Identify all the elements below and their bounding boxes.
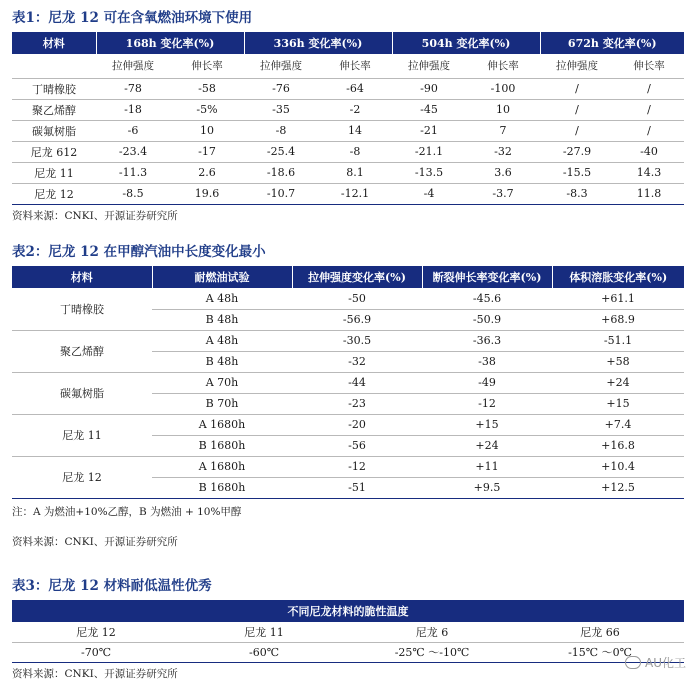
table1-cell: -17 <box>170 141 244 162</box>
table2-title: 表2：尼龙 12 在甲醇汽油中长度变化最小 <box>12 244 266 260</box>
table1-cell: -21.1 <box>392 141 466 162</box>
table2-cell: A 48h <box>152 330 292 351</box>
table2-header-strength: 拉伸强度变化率(%) <box>292 266 422 288</box>
table1-cell: -23.4 <box>96 141 170 162</box>
table1-cell: -21 <box>392 120 466 141</box>
table1-cell: / <box>614 120 684 141</box>
table1-title: 表1：尼龙 12 可在含氧燃油环境下使用 <box>12 10 253 26</box>
table2-cell: A 48h <box>152 288 292 309</box>
table3-name: 尼龙 12 <box>12 622 180 642</box>
wechat-icon <box>625 656 641 669</box>
table1-cell: 10 <box>170 120 244 141</box>
table1-source: 资料来源：CNKI、开源证券研究所 <box>12 209 178 222</box>
table2-row <box>12 414 684 435</box>
table2-cell: -56.9 <box>292 309 422 330</box>
table2-header-row <box>12 266 684 288</box>
table1-cell: -32 <box>466 141 540 162</box>
table2-cell: -20 <box>292 414 422 435</box>
watermark-text: AU化工 <box>645 656 686 670</box>
table1-sub-strength: 拉伸强度 <box>244 54 318 78</box>
table1-section <box>12 10 684 223</box>
watermark <box>625 654 686 671</box>
table1-cell: -76 <box>244 78 318 99</box>
table1-cell: / <box>540 78 614 99</box>
table3-value: -70℃ <box>12 642 180 662</box>
table1-header-material: 材料 <box>12 32 96 54</box>
table2-cell: +15 <box>552 393 684 414</box>
table2-cell: +24 <box>552 372 684 393</box>
table3-title: 表3：尼龙 12 材料耐低温性优秀 <box>12 578 212 594</box>
table1-cell: -8.5 <box>96 183 170 204</box>
table2-cell: -50.9 <box>422 309 552 330</box>
table1-body <box>12 78 684 204</box>
table1-cell: / <box>614 99 684 120</box>
table2-cell: -45.6 <box>422 288 552 309</box>
table2-row <box>12 288 684 309</box>
table2-material: 丁晴橡胶 <box>12 288 152 330</box>
table2-cell: -51.1 <box>552 330 684 351</box>
table2-cell: -32 <box>292 351 422 372</box>
table1-cell: 7 <box>466 120 540 141</box>
table3-section <box>12 578 684 681</box>
table1-row <box>12 183 684 204</box>
table1-cell: -58 <box>170 78 244 99</box>
table1-cell: -8 <box>244 120 318 141</box>
table1-cell: -8.3 <box>540 183 614 204</box>
table1-cell: 10 <box>466 99 540 120</box>
table1-cell: -35 <box>244 99 318 120</box>
table1 <box>12 32 684 205</box>
table1-cell: -18 <box>96 99 170 120</box>
table2-header-swelling: 体积溶胀变化率(%) <box>552 266 684 288</box>
table2-header-material: 材料 <box>12 266 152 288</box>
table2 <box>12 266 684 499</box>
table2-cell: +10.4 <box>552 456 684 477</box>
table1-cell: 8.1 <box>318 162 392 183</box>
table1-cell: -100 <box>466 78 540 99</box>
table1-cell: -11.3 <box>96 162 170 183</box>
table2-body <box>12 288 684 498</box>
table1-cell: -64 <box>318 78 392 99</box>
table1-cell: -3.7 <box>466 183 540 204</box>
table1-subheader-row <box>12 54 684 78</box>
table1-cell: -40 <box>614 141 684 162</box>
table2-cell: B 48h <box>152 351 292 372</box>
table2-header-test: 耐燃油试验 <box>152 266 292 288</box>
table1-cell: -78 <box>96 78 170 99</box>
table1-cell: / <box>540 99 614 120</box>
table2-material: 尼龙 11 <box>12 414 152 456</box>
table2-cell: +68.9 <box>552 309 684 330</box>
table1-cell: -12.1 <box>318 183 392 204</box>
table1-material: 尼龙 12 <box>12 183 96 204</box>
table1-cell: -2 <box>318 99 392 120</box>
table2-cell: B 70h <box>152 393 292 414</box>
table2-row <box>12 372 684 393</box>
table1-cell: -8 <box>318 141 392 162</box>
table2-cell: -49 <box>422 372 552 393</box>
table1-cell: / <box>614 78 684 99</box>
table3-source: 资料来源：CNKI、开源证券研究所 <box>12 667 178 680</box>
table2-material: 尼龙 12 <box>12 456 152 498</box>
table1-sub-strength: 拉伸强度 <box>540 54 614 78</box>
table3-value: -15℃ ～0℃ <box>516 642 684 662</box>
table1-sub-elongation: 伸长率 <box>170 54 244 78</box>
table1-material: 丁晴橡胶 <box>12 78 96 99</box>
table1-header-672h: 672h 变化率(%) <box>540 32 684 54</box>
table1-cell: 2.6 <box>170 162 244 183</box>
table2-material: 聚乙烯醇 <box>12 330 152 372</box>
table2-cell: +11 <box>422 456 552 477</box>
table2-cell: A 70h <box>152 372 292 393</box>
table1-cell: -45 <box>392 99 466 120</box>
table1-material: 碳氟树脂 <box>12 120 96 141</box>
table1-cell: 14 <box>318 120 392 141</box>
table3 <box>12 600 684 663</box>
table1-cell: -5% <box>170 99 244 120</box>
table2-header-elongation: 断裂伸长率变化率(%) <box>422 266 552 288</box>
table2-cell: -51 <box>292 477 422 498</box>
table1-sub-strength: 拉伸强度 <box>392 54 466 78</box>
table1-cell: -90 <box>392 78 466 99</box>
table2-cell: -12 <box>292 456 422 477</box>
table3-header-row <box>12 600 684 622</box>
table3-values-row <box>12 642 684 662</box>
table1-header-row <box>12 32 684 54</box>
table2-cell: B 1680h <box>152 435 292 456</box>
table2-note: 注：A 为燃油+10%乙醇，B 为燃油 + 10%甲醇 <box>12 505 242 518</box>
table3-value: -25℃ ～-10℃ <box>348 642 516 662</box>
table2-cell: +12.5 <box>552 477 684 498</box>
table1-cell: -6 <box>96 120 170 141</box>
table1-cell: -25.4 <box>244 141 318 162</box>
table1-row <box>12 78 684 99</box>
table3-name: 尼龙 66 <box>516 622 684 642</box>
table1-cell: -4 <box>392 183 466 204</box>
table2-cell: -36.3 <box>422 330 552 351</box>
table2-cell: A 1680h <box>152 414 292 435</box>
table3-names-row <box>12 622 684 642</box>
table1-header-504h: 504h 变化率(%) <box>392 32 540 54</box>
table2-source: 资料来源：CNKI、开源证券研究所 <box>12 535 178 548</box>
table2-row <box>12 330 684 351</box>
table2-row <box>12 456 684 477</box>
table2-cell: +15 <box>422 414 552 435</box>
table1-row <box>12 162 684 183</box>
table1-material: 聚乙烯醇 <box>12 99 96 120</box>
table2-cell: +7.4 <box>552 414 684 435</box>
table1-header-168h: 168h 变化率(%) <box>96 32 244 54</box>
table1-material: 尼龙 11 <box>12 162 96 183</box>
table2-cell: -56 <box>292 435 422 456</box>
table3-header: 不同尼龙材料的脆性温度 <box>12 600 684 622</box>
table1-row <box>12 99 684 120</box>
table3-value: -60℃ <box>180 642 348 662</box>
table1-cell: -27.9 <box>540 141 614 162</box>
table1-cell: 3.6 <box>466 162 540 183</box>
table1-material: 尼龙 612 <box>12 141 96 162</box>
table1-row <box>12 141 684 162</box>
table2-material: 碳氟树脂 <box>12 372 152 414</box>
table1-sub-elongation: 伸长率 <box>614 54 684 78</box>
table1-cell: 14.3 <box>614 162 684 183</box>
table2-cell: +61.1 <box>552 288 684 309</box>
table3-name: 尼龙 11 <box>180 622 348 642</box>
table1-cell: -18.6 <box>244 162 318 183</box>
table1-sub-elongation: 伸长率 <box>466 54 540 78</box>
table2-cell: +58 <box>552 351 684 372</box>
table2-cell: +24 <box>422 435 552 456</box>
table1-cell: 19.6 <box>170 183 244 204</box>
table2-cell: -12 <box>422 393 552 414</box>
table1-cell: -15.5 <box>540 162 614 183</box>
table1-sub-elongation: 伸长率 <box>318 54 392 78</box>
table2-cell: +9.5 <box>422 477 552 498</box>
table3-name: 尼龙 6 <box>348 622 516 642</box>
table1-row <box>12 120 684 141</box>
table2-section <box>12 244 684 549</box>
table2-cell: -30.5 <box>292 330 422 351</box>
table1-sub-strength: 拉伸强度 <box>96 54 170 78</box>
table2-cell: B 1680h <box>152 477 292 498</box>
table1-cell: 11.8 <box>614 183 684 204</box>
table1-cell: -13.5 <box>392 162 466 183</box>
table2-cell: -23 <box>292 393 422 414</box>
table1-cell: -10.7 <box>244 183 318 204</box>
table1-header-336h: 336h 变化率(%) <box>244 32 392 54</box>
table1-cell: / <box>540 120 614 141</box>
table2-cell: -38 <box>422 351 552 372</box>
table2-cell: B 48h <box>152 309 292 330</box>
table2-cell: -50 <box>292 288 422 309</box>
table2-cell: -44 <box>292 372 422 393</box>
table2-cell: A 1680h <box>152 456 292 477</box>
table2-cell: +16.8 <box>552 435 684 456</box>
